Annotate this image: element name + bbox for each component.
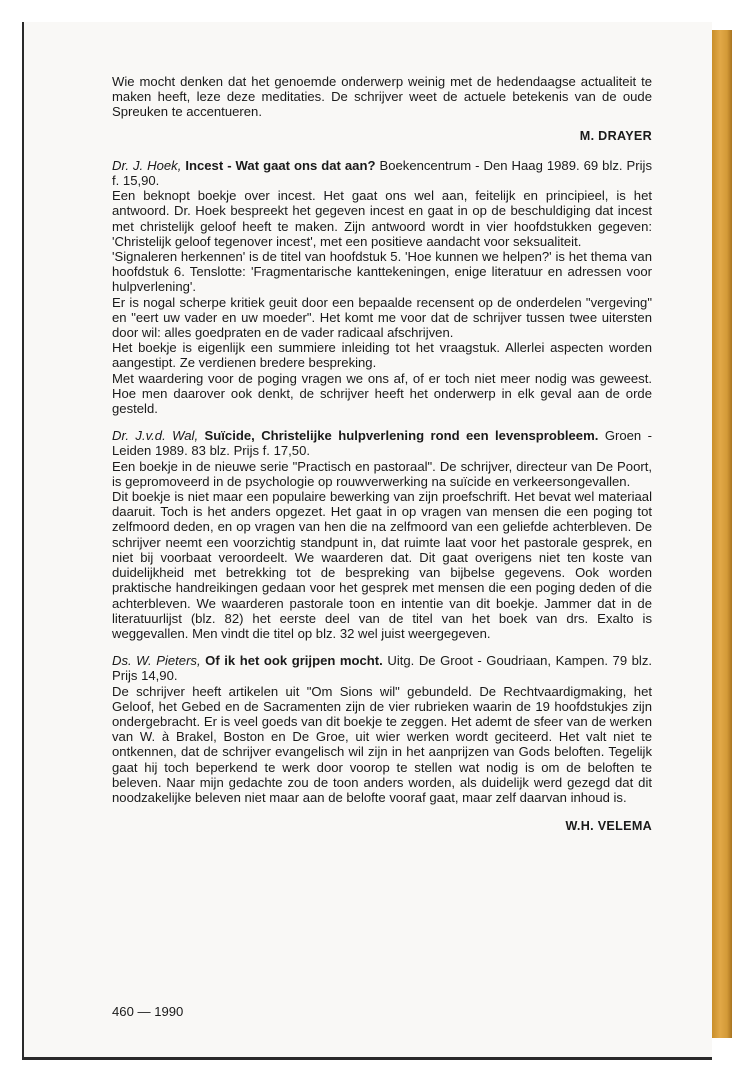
review-paragraph: Het boekje is eigenlijk een summiere inleiding tot het vraagstuk. Allerlei aspecten worden aangestipt. Ze verdienen bredere bespreking. [112,340,652,371]
page-number: 460 — 1990 [112,1004,184,1019]
review-suicide [112,428,652,641]
review-paragraph: 'Signaleren herkennen' is de titel van hoofdstuk 5. 'Hoe kunnen we helpen?' is het thema van hoofdstuk 6. Tenslotte: 'Fragmentarische kanttekeningen, enige literatuur en adressen voor hulpverlening'. [112,249,652,295]
intro-paragraph: Wie mocht denken dat het genoemde onderwerp weinig met de hedendaagse actualiteit te maken heeft, leze deze meditaties. De schrijver weet de actuele betekenis van de oude Spreuken te accentueren. [112,74,652,120]
review-author: Ds. W. Pieters, [112,653,201,669]
review-author: Dr. J. Hoek, [112,157,182,173]
review-reference [112,653,652,683]
review-title: Of ik het ook grijpen mocht. [205,653,383,669]
signature-velema: W.H. VELEMA [565,819,652,834]
page-content [112,74,652,848]
signature-drayer: M. DRAYER [579,128,652,143]
review-paragraph: Er is nogal scherpe kritiek geuit door een bepaalde recensent op de onderdelen "vergeving" en "eert uw vader en uw moeder". Het komt me voor dat de schrijver tussen twee uitersten door wil: alles goedpraten en de vader radicaal afschrijven. [112,294,652,341]
review-incest [112,158,652,416]
review-title: Suïcide, Christelijke hulpverlening rond een levensprobleem. [204,428,599,444]
review-publication: Uitg. De Groot - Goudriaan, Kampen. 79 blz. Prijs 14,90. [112,653,653,684]
review-paragraph: Dit boekje is niet maar een populaire bewerking van zijn proefschrift. Het bevat wel materiaal daaruit. Toch is het anders opgezet. Het gaat in op vragen van mensen die een poging tot zelfmoord deden, en op vragen van hen die na zelfmoord van een geliefde achterbleven. De schrijver neemt een voorzichtig standpunt in, dat ruimte laat voor het pastorale gesprek, en niet bij voorbaat veroordeelt. We waarderen dat. Dit gaat overigens niet ten koste van duidelijkheid met betrekking tot de bespreking van bijbelse gegevens. Ook worden praktische handreikingen gedaan voor het gesprek met mensen die een poging deden of die achterbleven. We waarderen pastorale toon en intentie van dit boekje. Jammer dat in de literatuurlijst (blz. 82) het eerste deel van de titel van het boek van drs. Exalto is weggevallen. Men vindt die titel op blz. 32 wel juist weergegeven. [112,489,652,641]
review-publication: Groen - Leiden 1989. 83 blz. Prijs f. 17,50. [112,428,653,459]
page-edge [712,30,732,1038]
review-paragraph: De schrijver heeft artikelen uit "Om Sions wil" gebundeld. De Rechtvaardigmaking, het Geloof, het Gebed en de Sacramenten zijn de vier rubrieken waarin de 19 hoofdstukjes zijn ondergebracht. Er is veel goeds van dit boekje te zeggen. Het ademt de sfeer van de werken van W. à Brakel, Boston en De Groe, uit wier werken wordt geciteerd. Het valt niet te ontkennen, dat de schrijver evangelisch wil zijn in het aanprijzen van Gods beloften. Tegelijk gaat hij toch beperkend te werk door voorop te stellen wat nodig is om de beloften te beleven. Naar mijn gedachte zou de toon anders worden, als duidelijk werd gezegd dat dit noodzakelijke beleven niet maar aan de belofte vooraf gaat, maar zelf daarvan inhoud is. [112,683,652,805]
spacer [112,416,652,428]
review-paragraph: Een boekje in de nieuwe serie "Practisch en pastoraal". De schrijver, directeur van De Poort, is gepromoveerd in de psychologie op rouwverwerking na suïcide en verkeersongevallen. [112,458,652,489]
review-publication: Boekencentrum - Den Haag 1989. 69 blz. Prijs f. 15,90. [112,157,652,189]
review-paragraph: Een beknopt boekje over incest. Het gaat ons wel aan, feitelijk en principieel, is het antwoord. Dr. Hoek bespreekt het gegeven incest en gaat in op de beschuldiging dat incest met christelijk geloof heeft te maken. Zijn antwoord wordt in vier hoofdstukken gegeven: 'Christelijk geloof tegenover incest', met een positieve aandacht voor seksualiteit. [112,188,652,249]
review-grijpen [112,653,652,834]
review-paragraph: Met waardering voor de poging vragen we ons af, of er toch niet meer nodig was geweest. Hoe men daarover ook denkt, de schrijver heeft het onderwerp in elk geval aan de orde gesteld. [112,370,652,417]
review-reference [112,158,652,188]
review-author: Dr. J.v.d. Wal, [112,428,199,444]
review-title: Incest - Wat gaat ons dat aan? [185,157,376,173]
spacer [112,641,652,653]
review-reference [112,428,652,458]
